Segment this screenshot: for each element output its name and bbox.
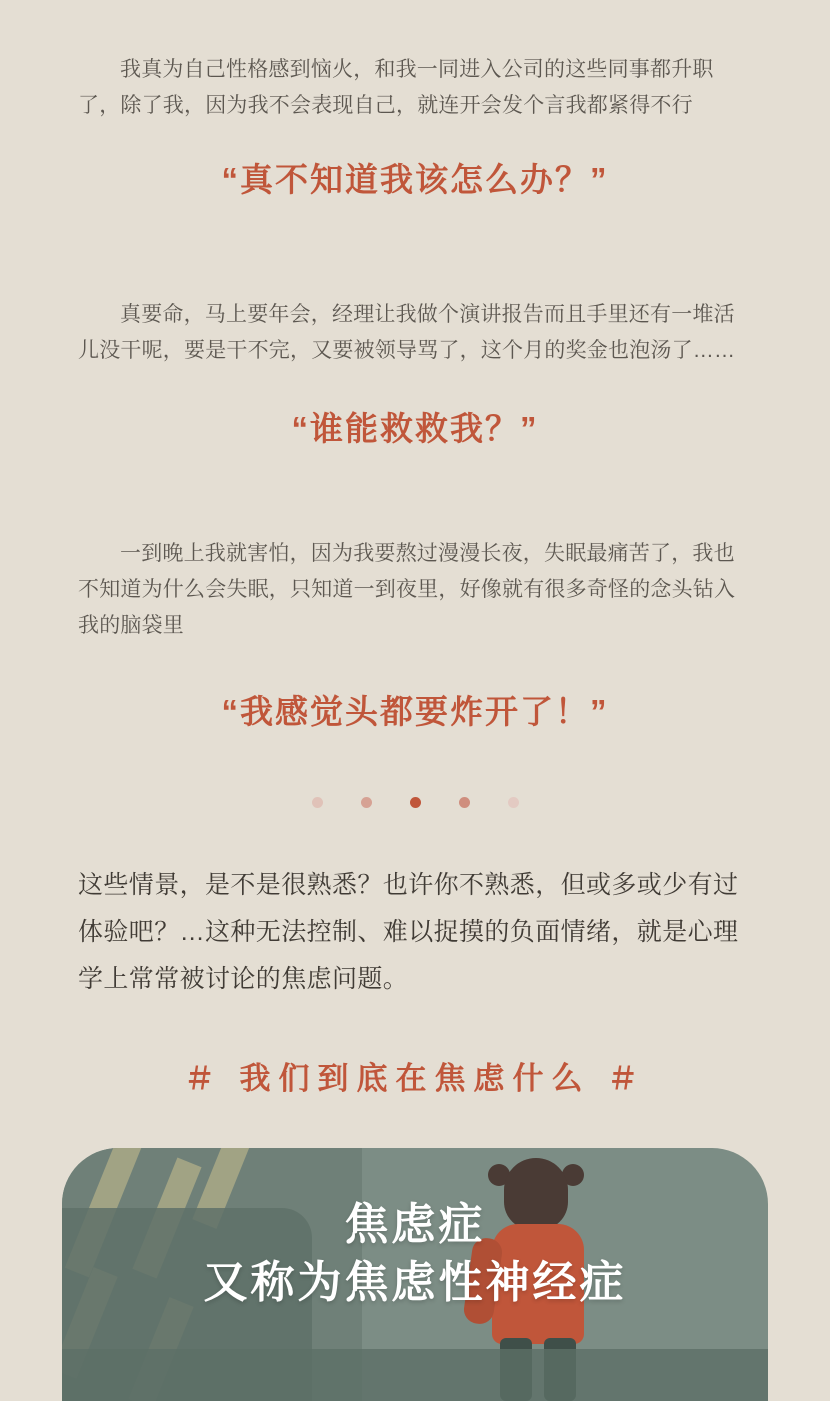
spacer-1 <box>78 201 752 297</box>
lead-paragraph: 这些情景，是不是很熟悉？也许你不熟悉，但或多或少有过体验吧？…这种无法控制、难以捉摸的负面情绪，就是心理学上常常被讨论的焦虑问题。 <box>78 871 739 993</box>
paragraph-1: 我真为自己性格感到恼火，和我一同进入公司的这些同事都升职了，除了我，因为我不会表现自己，就连开会发个言我都紧得不行 <box>78 58 714 117</box>
quote-2: “谁能救救我？” <box>291 410 539 447</box>
banner-title: 焦虑症 <box>344 1200 486 1249</box>
divider-dot <box>410 797 421 808</box>
quote-1: “真不知道我该怎么办？” <box>221 161 609 198</box>
divider-dot <box>312 797 323 808</box>
quote-3: “我感觉头都要炸开了！” <box>221 693 609 730</box>
divider-dot <box>361 797 372 808</box>
divider-dot <box>508 797 519 808</box>
section-heading: ＃ 我们到底在焦虑什么 ＃ <box>183 1061 647 1096</box>
divider-dot <box>459 797 470 808</box>
banner-card <box>62 1148 768 1401</box>
paragraph-2: 真要命，马上要年会，经理让我做个演讲报告而且手里还有一堆活儿没干呢，要是干不完，又要被领导骂了，这个月的奖金也泡汤了…… <box>78 303 736 362</box>
banner-subtitle: 又称为焦虑性神经症 <box>203 1258 627 1307</box>
spacer-2 <box>78 450 752 536</box>
banner-floor <box>62 1349 768 1401</box>
divider-dots <box>78 797 752 808</box>
paragraph-3: 一到晚上我就害怕，因为我要熬过漫漫长夜，失眠最痛苦了，我也不知道为什么会失眠，只知道一到夜里，好像就有很多奇怪的念头钻入我的脑袋里 <box>78 542 736 637</box>
banner-text-block <box>62 1196 768 1312</box>
